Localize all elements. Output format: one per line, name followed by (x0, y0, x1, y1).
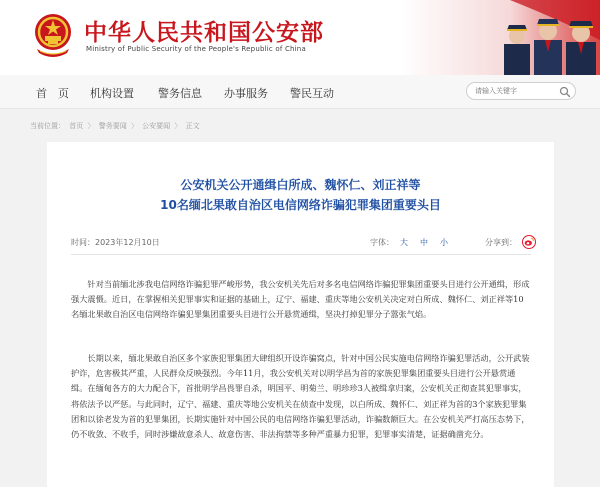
nav-services[interactable]: 办事服务 (224, 87, 268, 100)
site-header (0, 0, 600, 75)
police-officers-image (500, 0, 600, 75)
search-input[interactable] (475, 85, 553, 97)
article-paragraph: 长期以来，缅北果敢自治区多个家族犯罪集团大肆组织开设诈骗窝点，针对中国公民实施电信网络诈骗犯罪活动，公开武装护诈，危害极其严重，人民群众反映强烈。今年11月，我公安机关对以明学昌为首的家族犯罪集团重要头目进行公开悬赏通缉。在缅甸各方的大力配合下，首批明学昌畏罪自杀，明国平、明菊兰、明珍珍3人被缉拿归案，公安机关正彻查其犯罪事实，将依法予以严惩。与此同时，辽宁、福建、重庆等地公安机关在侦查中发现，以白所成、魏怀仁、刘正祥为首的3个家族犯罪集团和以徐老发为首的犯罪集团，长期实施针对中国公民的电信网络诈骗犯罪活动，诈骗数额巨大。在公安机关严打高压态势下，仍不收敛、不收手，同时涉嫌故意杀人、故意伤害、非法拘禁等多种严重暴力犯罪，犯罪事实清楚，证据确凿充分。 (71, 353, 530, 440)
breadcrumb-label: 当前位置： (30, 122, 65, 130)
site-title[interactable]: 中华人民共和国公安部 (84, 20, 324, 46)
meta-divider (71, 254, 531, 255)
national-emblem-icon[interactable] (34, 11, 72, 61)
font-size-medium-button[interactable]: 中 (420, 238, 428, 247)
breadcrumb-separator: 〉 (130, 122, 138, 130)
nav-interaction[interactable]: 警民互动 (290, 87, 334, 100)
breadcrumb-home[interactable]: 首页 (69, 122, 84, 130)
nav-home[interactable]: 首 页 (36, 87, 69, 100)
search-icon[interactable] (559, 86, 571, 98)
font-size-label: 字体： (370, 238, 394, 247)
search-box (466, 82, 576, 100)
article-title-line1: 公安机关公开通缉白所成、魏怀仁、刘正祥等 (180, 178, 421, 192)
font-size-large-button[interactable]: 大 (400, 238, 408, 247)
article-title-line2: 10名缅北果敢自治区电信网络诈骗犯罪集团重要头目 (160, 198, 441, 212)
publish-date: 2023年12月10日 (95, 238, 160, 247)
article-card (47, 142, 554, 487)
nav-police-info[interactable]: 警务信息 (158, 87, 202, 100)
article-meta-time (71, 237, 160, 248)
breadcrumb-current: 正文 (185, 122, 200, 130)
breadcrumb-separator: 〉 (174, 122, 182, 130)
site-subtitle-en: Ministry of Public Security of the People's Republic of China (86, 45, 306, 53)
share-label: 分享到： (485, 238, 517, 247)
time-label: 时间： (71, 238, 95, 247)
font-size-small-button[interactable]: 小 (440, 238, 448, 247)
breadcrumb-separator: 〉 (87, 122, 95, 130)
breadcrumb-police-news[interactable]: 警务要闻 (98, 122, 127, 130)
breadcrumb (30, 121, 202, 131)
weibo-icon[interactable] (522, 235, 536, 249)
breadcrumb-mps-news[interactable]: 公安要闻 (142, 122, 171, 130)
article-paragraph: 针对当前缅北涉我电信网络诈骗犯罪严峻形势，我公安机关先后对多名电信网络诈骗犯罪集团重要头目进行公开通缉，形成强大震慑。近日，在掌握相关犯罪事实和证据的基础上，辽宁、福建、重庆等地公安机关决定对白所成、魏怀仁、刘正祥等10名缅北果敢自治区电信网络诈骗犯罪集团重要头目进行公开悬赏通缉，坚决打掉犯罪分子嚣张气焰。 (71, 279, 530, 320)
nav-organization[interactable]: 机构设置 (90, 87, 134, 100)
